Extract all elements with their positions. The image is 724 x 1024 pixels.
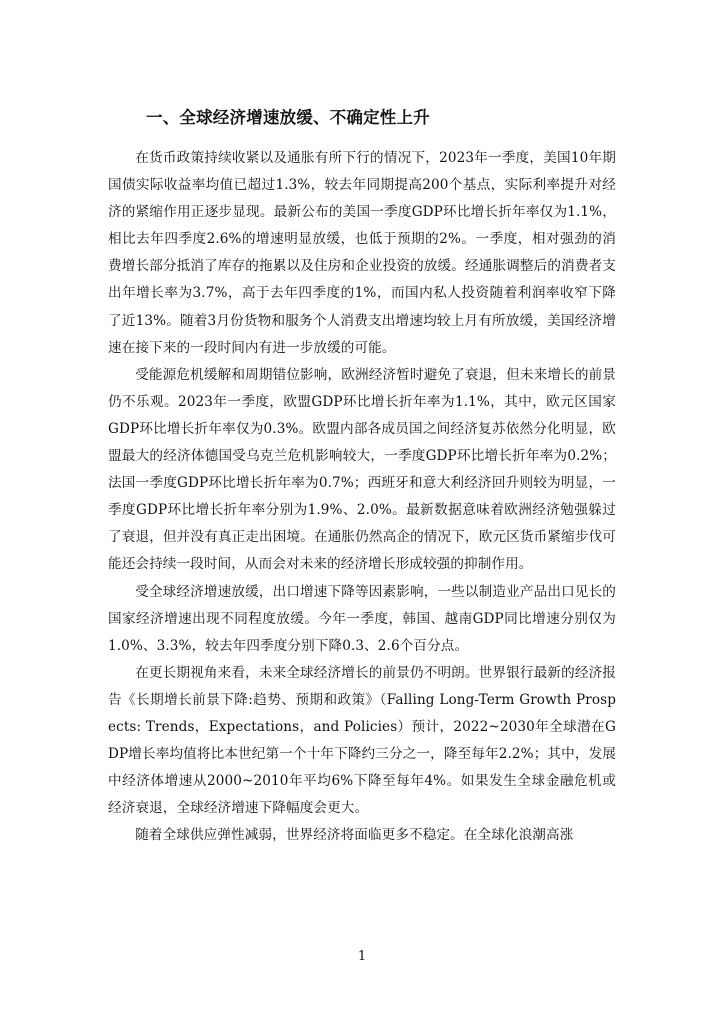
- paragraph-long-term-outlook: 在更长期视角来看，未来全球经济增长的前景仍不明朗。世界银行最新的经济报告《长期增长前景下降:趋势、预期和政策》（Falling Long-Term Growth Prospects: Trends，Expectations，and Policies）预计，2022~2030年全球潜在GDP增长率均值将比本世纪第一个十年下降约三分之一，降至每年2.2%；其中，发展中经济体增速从2000~2010年平均6%下降至每年4%。如果发生全球金融危机或经济衰退，全球经济增速下降幅度会更大。: [108, 664, 616, 817]
- paragraph-supply-resilience: 随着全球供应弹性减弱，世界经济将面临更多不稳定。在全球化浪潮高涨: [135, 827, 574, 844]
- body-text: [108, 145, 616, 849]
- paragraph-export-economies: 受全球经济增速放缓，出口增速下降等因素影响，一些以制造业产品出口见长的国家经济增速出现不同程度放缓。今年一季度，韩国、越南GDP同比增速分别仅为1.0%、3.3%，较去年四季度分别下降0.3、2.6个百分点。: [108, 583, 616, 654]
- paragraph-europe-economy: 受能源危机缓解和周期错位影响，欧洲经济暂时避免了衰退，但未来增长的前景仍不乐观。2023年一季度，欧盟GDP环比增长折年率为1.1%，其中，欧元区国家GDP环比增长折年率仅为0.3%。欧盟内部各成员国之间经济复苏依然分化明显，欧盟最大的经济体德国受乌克兰危机影响较大，一季度GDP环比增长折年率为0.2%；法国一季度GDP环比增长折年率为0.7%；西班牙和意大利经济回升则较为明显，一季度GDP环比增长折年率分别为1.9%、2.0%。最新数据意味着欧洲经济勉强躲过了衰退，但并没有真正走出困境。在通胀仍然高企的情况下，欧元区货币紧缩步伐可能还会持续一段时间，从而会对未来的经济增长形成较强的抑制作用。: [108, 366, 616, 573]
- paragraph-us-economy: 在货币政策持续收紧以及通胀有所下行的情况下，2023年一季度，美国10年期国债实际收益率均值已超过1.3%，较去年同期提高200个基点，实际利率提升对经济的紧缩作用正逐步显现。最新公布的美国一季度GDP环比增长折年率仅为1.1%，相比去年四季度2.6%的增速明显放缓，也低于预期的2%。一季度，相对强劲的消费增长部分抵消了库存的拖累以及住房和企业投资的放缓。经通胀调整后的消费者支出年增长率为3.7%，高于去年四季度的1%，而国内私人投资随着利润率收窄下降了近13%。随着3月份货物和服务个人消费支出增速均较上月有所放缓，美国经济增速在接下来的一段时间内有进一步放缓的可能。: [108, 150, 616, 356]
- page-number: 1: [357, 949, 367, 964]
- section-heading: 一、全球经济增速放缓、不确定性上升: [146, 108, 430, 127]
